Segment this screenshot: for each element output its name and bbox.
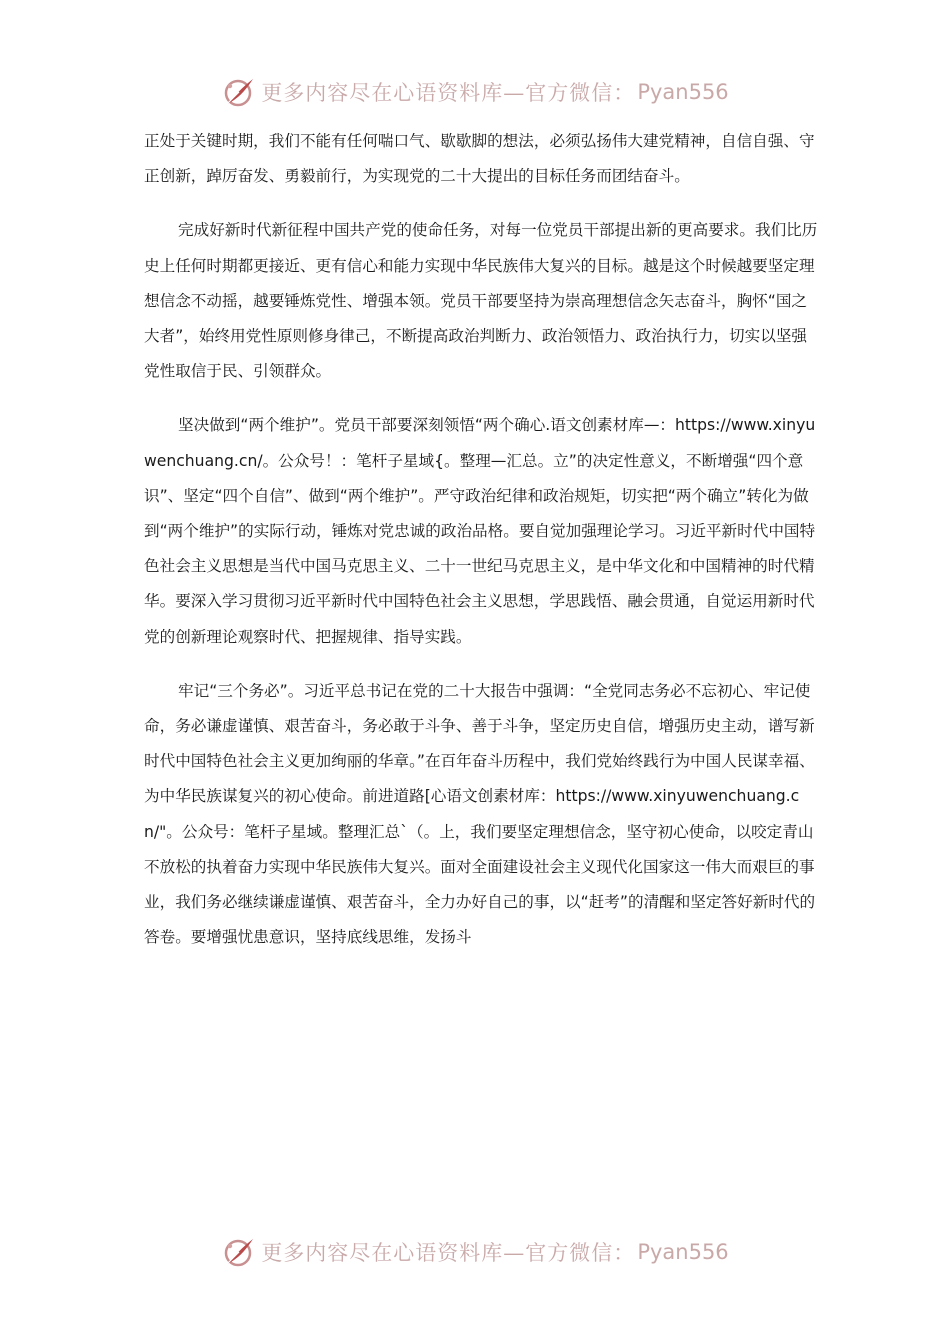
watermark-wechat-id: Pyan556 [637,80,729,104]
watermark-text: 更多内容尽在心语资料库—官方微信： [261,81,636,105]
watermark-wechat-id: Pyan556 [637,1240,729,1264]
header-watermark-inner [221,74,728,110]
feather-logo-icon [221,1234,257,1270]
paragraph-3: 坚决做到“两个维护”。党员干部要深刻领悟“两个确心.语文创素材库—：https://www.xinyuwenchuang.cn/。公众号！：笔杆子星域{。整理—汇总。立”的决定性意义，不断增强“四个意识”、坚定“四个自信”、做到“两个维护”。严守政治纪律和政治规矩，切实把“两个确立”转化为做到“两个维护”的实际行动，锤炼对党忠诚的政治品格。要自觉加强理论学习。习近平新时代中国特色社会主义思想是当代中国马克思主义、二十一世纪马克思主义，是中华文化和中国精神的时代精华。要深入学习贯彻习近平新时代中国特色社会主义思想，学思践悟、融会贯通，自觉运用新时代党的创新理论观察时代、把握规律、指导实践。 [144,416,816,646]
footer-watermark [0,1232,950,1272]
feather-logo-icon [221,74,257,110]
paragraph-1: 正处于关键时期，我们不能有任何喘口气、歇歇脚的想法，必须弘扬伟大建党精神，自信自强、守正创新，踔厉奋发、勇毅前行，为实现党的二十大提出的目标任务而团结奋斗。 [144,132,815,186]
header-watermark [0,72,950,112]
paragraph-4: 牢记“三个务必”。习近平总书记在党的二十大报告中强调：“全党同志务必不忘初心、牢记使命，务必谦虚谨慎、艰苦奋斗，务必敢于斗争、善于斗争，坚定历史自信，增强历史主动，谱写新时代中国特色社会主义更加绚丽的华章。”在百年奋斗历程中，我们党始终践行为中国人民谋幸福、为中华民族谋复兴的初心使命。前进道路[心语文创素材库：https://www.xinyuwenchuang.cn/"。公众号：笔杆子星域。整理汇总`（。上，我们要坚定理想信念，坚守初心使命，以咬定青山不放松的执着奋力实现中华民族伟大复兴。面对全面建设社会主义现代化国家这一伟大而艰巨的事业，我们务必继续谦虚谨慎、艰苦奋斗，全力办好自己的事，以“赶考”的清醒和坚定答好新时代的答卷。要增强忧患意识，坚持底线思维，发扬斗 [144,681,816,947]
footer-watermark-inner [221,1234,728,1270]
paragraph-2: 完成好新时代新征程中国共产党的使命任务，对每一位党员干部提出新的更高要求。我们比历史上任何时期都更接近、更有信心和能力实现中华民族伟大复兴的目标。越是这个时候越要坚定理想信念不动摇，越要锤炼党性、增强本领。党员干部要坚持为崇高理想信念矢志奋斗，胸怀“国之大者”，始终用党性原则修身律己，不断提高政治判断力、政治领悟力、政治执行力，切实以坚强党性取信于民、引领群众。 [144,221,818,381]
watermark-text: 更多内容尽在心语资料库—官方微信： [261,1241,636,1265]
document-body [144,124,820,974]
